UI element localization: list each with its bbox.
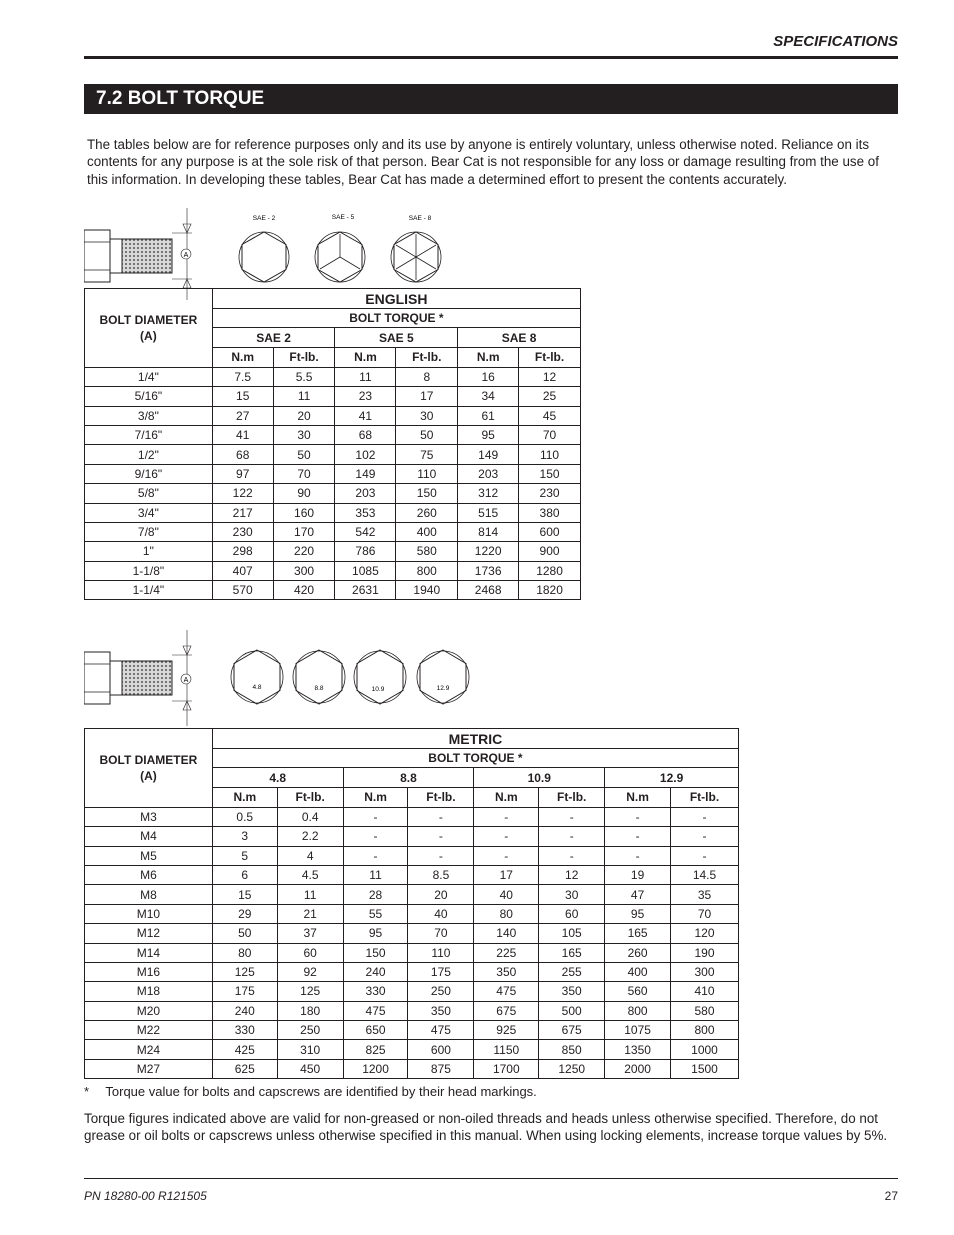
torque-value-cell: 380 bbox=[519, 503, 581, 522]
bolt-size-cell: M10 bbox=[85, 904, 213, 923]
torque-value-cell: 1350 bbox=[605, 1040, 671, 1059]
torque-value-cell: - bbox=[343, 827, 408, 846]
bolt-size-cell: 5/16" bbox=[85, 387, 213, 406]
table-row bbox=[85, 982, 739, 1001]
torque-value-cell: - bbox=[671, 846, 739, 865]
bolt-torque-header: BOLT TORQUE * bbox=[212, 749, 738, 768]
bolt-size-cell: M3 bbox=[85, 807, 213, 826]
torque-value-cell: 25 bbox=[519, 387, 581, 406]
torque-value-cell: 407 bbox=[212, 561, 273, 580]
torque-value-cell: 850 bbox=[539, 1040, 605, 1059]
footnote-marker: * bbox=[84, 1084, 90, 1099]
torque-value-cell: 786 bbox=[335, 542, 396, 561]
torque-value-cell: 4.5 bbox=[277, 865, 343, 884]
torque-value-cell: 260 bbox=[396, 503, 458, 522]
torque-value-cell: 11 bbox=[277, 885, 343, 904]
torque-value-cell: 1700 bbox=[474, 1059, 539, 1078]
metric-table-body bbox=[85, 807, 739, 1078]
torque-value-cell: 260 bbox=[605, 943, 671, 962]
torque-value-cell: 300 bbox=[671, 962, 739, 981]
unit-header: Ft-lb. bbox=[539, 787, 605, 807]
footnote bbox=[84, 1084, 537, 1099]
torque-value-cell: 180 bbox=[277, 1001, 343, 1020]
torque-value-cell: 1940 bbox=[396, 581, 458, 600]
grade-header: 8.8 bbox=[343, 768, 474, 787]
table-row bbox=[85, 865, 739, 884]
torque-value-cell: 175 bbox=[212, 982, 277, 1001]
grade-header: SAE 5 bbox=[335, 328, 458, 347]
sae-2-label: SAE - 2 bbox=[252, 215, 276, 222]
torque-value-cell: 30 bbox=[539, 885, 605, 904]
torque-value-cell: 150 bbox=[396, 484, 458, 503]
unit-header: Ft-lb. bbox=[408, 787, 474, 807]
torque-value-cell: - bbox=[408, 827, 474, 846]
torque-value-cell: 240 bbox=[343, 962, 408, 981]
torque-value-cell: 27 bbox=[212, 406, 273, 425]
torque-value-cell: 125 bbox=[277, 982, 343, 1001]
unit-header: Ft-lb. bbox=[671, 787, 739, 807]
unit-header: N.m bbox=[335, 347, 396, 367]
unit-header: Ft-lb. bbox=[277, 787, 343, 807]
torque-value-cell: 542 bbox=[335, 522, 396, 541]
table-row bbox=[85, 387, 581, 406]
page-number: 27 bbox=[884, 1189, 898, 1203]
table-row bbox=[85, 1001, 739, 1020]
torque-value-cell: 250 bbox=[277, 1021, 343, 1040]
torque-value-cell: 475 bbox=[343, 1001, 408, 1020]
torque-value-cell: 350 bbox=[539, 982, 605, 1001]
torque-value-cell: - bbox=[539, 827, 605, 846]
torque-value-cell: - bbox=[671, 827, 739, 846]
torque-value-cell: 20 bbox=[408, 885, 474, 904]
torque-value-cell: 515 bbox=[458, 503, 519, 522]
grade-4-8-label: 4.8 bbox=[252, 684, 262, 691]
torque-value-cell: 5.5 bbox=[273, 367, 335, 386]
metric-torque-table bbox=[84, 728, 739, 1079]
torque-value-cell: - bbox=[474, 846, 539, 865]
torque-value-cell: 35 bbox=[671, 885, 739, 904]
torque-value-cell: 110 bbox=[408, 943, 474, 962]
torque-value-cell: 250 bbox=[408, 982, 474, 1001]
torque-value-cell: - bbox=[408, 807, 474, 826]
table-row bbox=[85, 522, 581, 541]
torque-value-cell: 60 bbox=[277, 943, 343, 962]
torque-value-cell: 230 bbox=[519, 484, 581, 503]
torque-value-cell: 17 bbox=[474, 865, 539, 884]
english-table-body bbox=[85, 367, 581, 600]
table-row bbox=[85, 484, 581, 503]
torque-value-cell: 814 bbox=[458, 522, 519, 541]
torque-value-cell: 450 bbox=[277, 1059, 343, 1078]
torque-value-cell: 30 bbox=[396, 406, 458, 425]
torque-value-cell: 15 bbox=[212, 387, 273, 406]
torque-value-cell: 330 bbox=[212, 1021, 277, 1040]
torque-value-cell: 68 bbox=[335, 425, 396, 444]
bolt-size-cell: 1-1/4" bbox=[85, 581, 213, 600]
torque-value-cell: 150 bbox=[519, 464, 581, 483]
torque-value-cell: 675 bbox=[539, 1021, 605, 1040]
torque-value-cell: - bbox=[605, 846, 671, 865]
torque-value-cell: 353 bbox=[335, 503, 396, 522]
torque-value-cell: 12 bbox=[539, 865, 605, 884]
torque-value-cell: 15 bbox=[212, 885, 277, 904]
unit-header: N.m bbox=[212, 347, 273, 367]
bolt-size-cell: 7/16" bbox=[85, 425, 213, 444]
unit-header: Ft-lb. bbox=[273, 347, 335, 367]
torque-value-cell: 16 bbox=[458, 367, 519, 386]
torque-value-cell: 50 bbox=[396, 425, 458, 444]
torque-value-cell: 12 bbox=[519, 367, 581, 386]
page-header-title: SPECIFICATIONS bbox=[773, 33, 898, 50]
torque-value-cell: 255 bbox=[539, 962, 605, 981]
torque-value-cell: 160 bbox=[273, 503, 335, 522]
grade-12-9-head-icon bbox=[417, 650, 469, 704]
torque-value-cell: 50 bbox=[273, 445, 335, 464]
table-row bbox=[85, 464, 581, 483]
torque-value-cell: 110 bbox=[396, 464, 458, 483]
torque-value-cell: 5 bbox=[212, 846, 277, 865]
torque-value-cell: 41 bbox=[212, 425, 273, 444]
torque-value-cell: 1500 bbox=[671, 1059, 739, 1078]
torque-value-cell: 2631 bbox=[335, 581, 396, 600]
metric-bolt-diagram bbox=[84, 628, 484, 728]
torque-value-cell: 220 bbox=[273, 542, 335, 561]
torque-value-cell: 11 bbox=[335, 367, 396, 386]
torque-value-cell: 310 bbox=[277, 1040, 343, 1059]
torque-value-cell: 37 bbox=[277, 924, 343, 943]
grade-10-9-label: 10.9 bbox=[371, 686, 385, 693]
bolt-size-cell: 9/16" bbox=[85, 464, 213, 483]
torque-value-cell: 14.5 bbox=[671, 865, 739, 884]
bolt-size-cell: 7/8" bbox=[85, 522, 213, 541]
grade-header: 12.9 bbox=[605, 768, 739, 787]
torque-value-cell: 570 bbox=[212, 581, 273, 600]
torque-value-cell: 350 bbox=[474, 962, 539, 981]
torque-value-cell: 1200 bbox=[343, 1059, 408, 1078]
english-torque-table bbox=[84, 288, 581, 600]
torque-value-cell: 475 bbox=[474, 982, 539, 1001]
section-title: 7.2 BOLT TORQUE bbox=[84, 84, 898, 114]
bolt-size-cell: 1-1/8" bbox=[85, 561, 213, 580]
torque-value-cell: 1085 bbox=[335, 561, 396, 580]
metric-title: METRIC bbox=[212, 729, 738, 749]
torque-value-cell: 6 bbox=[212, 865, 277, 884]
bolt-size-cell: 3/4" bbox=[85, 503, 213, 522]
torque-value-cell: 70 bbox=[408, 924, 474, 943]
bolt-size-cell: 1/2" bbox=[85, 445, 213, 464]
torque-value-cell: 125 bbox=[212, 962, 277, 981]
torque-value-cell: 34 bbox=[458, 387, 519, 406]
torque-value-cell: 70 bbox=[519, 425, 581, 444]
torque-value-cell: 165 bbox=[539, 943, 605, 962]
torque-value-cell: 230 bbox=[212, 522, 273, 541]
torque-value-cell: 68 bbox=[212, 445, 273, 464]
torque-value-cell: 70 bbox=[671, 904, 739, 923]
torque-value-cell: 800 bbox=[396, 561, 458, 580]
torque-value-cell: 298 bbox=[212, 542, 273, 561]
torque-value-cell: - bbox=[539, 846, 605, 865]
sae-5-label: SAE - 5 bbox=[331, 214, 355, 221]
torque-value-cell: 1220 bbox=[458, 542, 519, 561]
torque-value-cell: 23 bbox=[335, 387, 396, 406]
torque-value-cell: 240 bbox=[212, 1001, 277, 1020]
torque-value-cell: 90 bbox=[273, 484, 335, 503]
table-row bbox=[85, 827, 739, 846]
torque-value-cell: - bbox=[474, 807, 539, 826]
table-row bbox=[85, 581, 581, 600]
footer-part-number: PN 18280-00 R121505 bbox=[84, 1189, 207, 1203]
grade-8-8-label: 8.8 bbox=[314, 685, 324, 692]
torque-value-cell: 0.4 bbox=[277, 807, 343, 826]
torque-value-cell: 17 bbox=[396, 387, 458, 406]
torque-value-cell: 1000 bbox=[671, 1040, 739, 1059]
torque-value-cell: - bbox=[605, 807, 671, 826]
grade-4-8-head-icon bbox=[231, 650, 283, 704]
torque-value-cell: - bbox=[539, 807, 605, 826]
bolt-diameter-header: BOLT DIAMETER (A) bbox=[85, 289, 213, 368]
torque-value-cell: 330 bbox=[343, 982, 408, 1001]
torque-value-cell: 95 bbox=[458, 425, 519, 444]
torque-value-cell: 312 bbox=[458, 484, 519, 503]
bolt-size-cell: 5/8" bbox=[85, 484, 213, 503]
torque-value-cell: 61 bbox=[458, 406, 519, 425]
torque-value-cell: 1250 bbox=[539, 1059, 605, 1078]
table-row bbox=[85, 1059, 739, 1078]
torque-value-cell: 28 bbox=[343, 885, 408, 904]
torque-value-cell: 580 bbox=[396, 542, 458, 561]
grade-header: 4.8 bbox=[212, 768, 343, 787]
torque-value-cell: 150 bbox=[343, 943, 408, 962]
sae-2-head-icon bbox=[239, 215, 289, 282]
unit-header: Ft-lb. bbox=[396, 347, 458, 367]
diameter-callout: A bbox=[183, 252, 189, 259]
bolt-size-cell: M14 bbox=[85, 943, 213, 962]
torque-value-cell: 1075 bbox=[605, 1021, 671, 1040]
bolt-size-cell: 3/8" bbox=[85, 406, 213, 425]
torque-value-cell: 40 bbox=[474, 885, 539, 904]
bolt-size-cell: M20 bbox=[85, 1001, 213, 1020]
torque-value-cell: 203 bbox=[458, 464, 519, 483]
torque-value-cell: 120 bbox=[671, 924, 739, 943]
table-row bbox=[85, 904, 739, 923]
sae-8-head-icon bbox=[391, 215, 441, 282]
unit-header: N.m bbox=[474, 787, 539, 807]
torque-value-cell: 825 bbox=[343, 1040, 408, 1059]
torque-value-cell: 8.5 bbox=[408, 865, 474, 884]
torque-value-cell: 800 bbox=[605, 1001, 671, 1020]
table-row bbox=[85, 406, 581, 425]
torque-value-cell: 20 bbox=[273, 406, 335, 425]
table-row bbox=[85, 1040, 739, 1059]
torque-value-cell: 80 bbox=[212, 943, 277, 962]
torque-value-cell: 95 bbox=[343, 924, 408, 943]
torque-value-cell: 3 bbox=[212, 827, 277, 846]
torque-value-cell: 1820 bbox=[519, 581, 581, 600]
torque-value-cell: 75 bbox=[396, 445, 458, 464]
torque-value-cell: 420 bbox=[273, 581, 335, 600]
torque-value-cell: 2000 bbox=[605, 1059, 671, 1078]
torque-value-cell: 102 bbox=[335, 445, 396, 464]
table-row bbox=[85, 445, 581, 464]
torque-value-cell: 170 bbox=[273, 522, 335, 541]
torque-value-cell: 203 bbox=[335, 484, 396, 503]
torque-value-cell: 2.2 bbox=[277, 827, 343, 846]
torque-value-cell: 97 bbox=[212, 464, 273, 483]
unit-header: N.m bbox=[605, 787, 671, 807]
header-rule bbox=[84, 56, 898, 59]
bolt-torque-header: BOLT TORQUE * bbox=[212, 309, 580, 328]
unit-header: N.m bbox=[343, 787, 408, 807]
bolt-size-cell: M4 bbox=[85, 827, 213, 846]
torque-value-cell: 45 bbox=[519, 406, 581, 425]
torque-value-cell: 625 bbox=[212, 1059, 277, 1078]
torque-value-cell: 11 bbox=[273, 387, 335, 406]
torque-value-cell: 55 bbox=[343, 904, 408, 923]
torque-value-cell: 21 bbox=[277, 904, 343, 923]
grade-header: SAE 2 bbox=[212, 328, 335, 347]
torque-value-cell: 29 bbox=[212, 904, 277, 923]
torque-value-cell: 580 bbox=[671, 1001, 739, 1020]
torque-value-cell: 600 bbox=[408, 1040, 474, 1059]
torque-value-cell: 475 bbox=[408, 1021, 474, 1040]
torque-value-cell: - bbox=[343, 807, 408, 826]
torque-value-cell: 165 bbox=[605, 924, 671, 943]
footer-rule bbox=[84, 1178, 898, 1179]
grade-12-9-label: 12.9 bbox=[436, 685, 450, 692]
bolt-size-cell: 1/4" bbox=[85, 367, 213, 386]
table-row bbox=[85, 962, 739, 981]
torque-value-cell: 900 bbox=[519, 542, 581, 561]
torque-value-cell: - bbox=[343, 846, 408, 865]
torque-value-cell: 50 bbox=[212, 924, 277, 943]
bolt-size-cell: M5 bbox=[85, 846, 213, 865]
table-row bbox=[85, 807, 739, 826]
torque-value-cell: 95 bbox=[605, 904, 671, 923]
table-row bbox=[85, 503, 581, 522]
unit-header: Ft-lb. bbox=[519, 347, 581, 367]
bolt-size-cell: M22 bbox=[85, 1021, 213, 1040]
table-row bbox=[85, 425, 581, 444]
table-row bbox=[85, 924, 739, 943]
torque-value-cell: 30 bbox=[273, 425, 335, 444]
torque-value-cell: 800 bbox=[671, 1021, 739, 1040]
torque-value-cell: 110 bbox=[519, 445, 581, 464]
torque-value-cell: 80 bbox=[474, 904, 539, 923]
torque-value-cell: 7.5 bbox=[212, 367, 273, 386]
diameter-callout: A bbox=[183, 677, 189, 684]
torque-value-cell: 600 bbox=[519, 522, 581, 541]
torque-value-cell: 47 bbox=[605, 885, 671, 904]
torque-value-cell: 8 bbox=[396, 367, 458, 386]
bolt-side-view bbox=[84, 630, 192, 726]
torque-value-cell: 140 bbox=[474, 924, 539, 943]
table-row bbox=[85, 561, 581, 580]
unit-header: N.m bbox=[458, 347, 519, 367]
torque-value-cell: 19 bbox=[605, 865, 671, 884]
torque-value-cell: 560 bbox=[605, 982, 671, 1001]
intro-paragraph: The tables below are for reference purposes only and its use by anyone is entirely voluntary, unless otherwise noted. Reliance on its contents for any purpose is at the sole risk of that person. Bear Cat is not responsible for any loss or damage resulting from the use of this information. In developing these tables, Bear Cat has made a determined effort to present the contents accurately. bbox=[87, 137, 879, 187]
torque-value-cell: 217 bbox=[212, 503, 273, 522]
torque-value-cell: 175 bbox=[408, 962, 474, 981]
torque-value-cell: 1150 bbox=[474, 1040, 539, 1059]
torque-value-cell: 1280 bbox=[519, 561, 581, 580]
grade-10-9-head-icon bbox=[354, 650, 406, 704]
bolt-size-cell: M24 bbox=[85, 1040, 213, 1059]
bolt-diameter-header: BOLT DIAMETER (A) bbox=[85, 729, 213, 808]
bolt-side-view bbox=[84, 208, 192, 300]
english-title: ENGLISH bbox=[212, 289, 580, 309]
table-row bbox=[85, 1021, 739, 1040]
torque-value-cell: 4 bbox=[277, 846, 343, 865]
torque-value-cell: 400 bbox=[605, 962, 671, 981]
grade-8-8-head-icon bbox=[293, 650, 345, 704]
torque-value-cell: 40 bbox=[408, 904, 474, 923]
torque-value-cell: 1736 bbox=[458, 561, 519, 580]
torque-value-cell: 400 bbox=[396, 522, 458, 541]
sae-8-label: SAE - 8 bbox=[408, 215, 432, 222]
torque-value-cell: 650 bbox=[343, 1021, 408, 1040]
table-row bbox=[85, 885, 739, 904]
footnote-text: Torque value for bolts and capscrews are identified by their head markings. bbox=[105, 1084, 537, 1099]
torque-value-cell: 350 bbox=[408, 1001, 474, 1020]
torque-note: Torque figures indicated above are valid for non-greased or non-oiled threads and heads unless otherwise specified. Therefore, do not grease or oil bolts or capscrews unless otherwise specified in this manual. When using locking elements, increase torque values by 5%. bbox=[84, 1111, 888, 1144]
torque-value-cell: 875 bbox=[408, 1059, 474, 1078]
torque-value-cell: - bbox=[408, 846, 474, 865]
torque-value-cell: 2468 bbox=[458, 581, 519, 600]
table-row bbox=[85, 367, 581, 386]
torque-value-cell: - bbox=[605, 827, 671, 846]
torque-value-cell: 190 bbox=[671, 943, 739, 962]
torque-value-cell: 105 bbox=[539, 924, 605, 943]
bolt-size-cell: M27 bbox=[85, 1059, 213, 1078]
table-row bbox=[85, 846, 739, 865]
torque-value-cell: 410 bbox=[671, 982, 739, 1001]
bolt-size-cell: M18 bbox=[85, 982, 213, 1001]
sae-5-head-icon bbox=[315, 214, 365, 282]
torque-value-cell: 122 bbox=[212, 484, 273, 503]
torque-value-cell: 300 bbox=[273, 561, 335, 580]
torque-value-cell: 60 bbox=[539, 904, 605, 923]
torque-value-cell: 92 bbox=[277, 962, 343, 981]
torque-value-cell: 225 bbox=[474, 943, 539, 962]
bolt-size-cell: M8 bbox=[85, 885, 213, 904]
bolt-size-cell: M12 bbox=[85, 924, 213, 943]
torque-value-cell: 11 bbox=[343, 865, 408, 884]
torque-value-cell: 41 bbox=[335, 406, 396, 425]
torque-value-cell: 149 bbox=[335, 464, 396, 483]
torque-value-cell: - bbox=[671, 807, 739, 826]
table-row bbox=[85, 943, 739, 962]
torque-value-cell: 149 bbox=[458, 445, 519, 464]
torque-value-cell: 70 bbox=[273, 464, 335, 483]
torque-value-cell: 925 bbox=[474, 1021, 539, 1040]
grade-header: SAE 8 bbox=[458, 328, 581, 347]
bolt-size-cell: M16 bbox=[85, 962, 213, 981]
torque-value-cell: - bbox=[474, 827, 539, 846]
torque-value-cell: 500 bbox=[539, 1001, 605, 1020]
grade-header: 10.9 bbox=[474, 768, 605, 787]
bolt-size-cell: M6 bbox=[85, 865, 213, 884]
unit-header: N.m bbox=[212, 787, 277, 807]
torque-value-cell: 0.5 bbox=[212, 807, 277, 826]
torque-value-cell: 425 bbox=[212, 1040, 277, 1059]
torque-value-cell: 675 bbox=[474, 1001, 539, 1020]
table-row bbox=[85, 542, 581, 561]
bolt-size-cell: 1" bbox=[85, 542, 213, 561]
